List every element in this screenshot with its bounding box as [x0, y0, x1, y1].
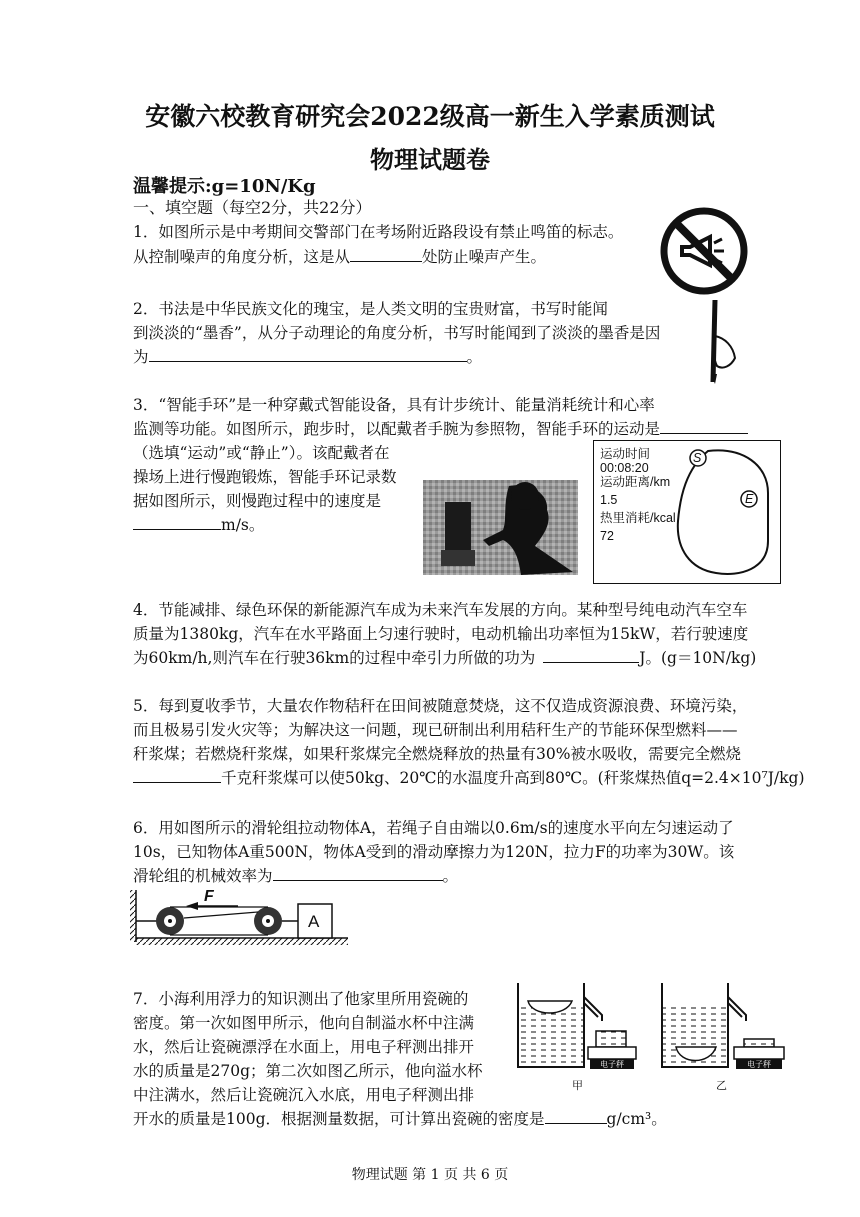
q3-line-1: 3．“智能手环”是一种穿戴式智能设备，具有计步统计、能量消耗统计和心率	[133, 396, 655, 414]
q6-answer-blank[interactable]	[273, 866, 443, 881]
panel-time-value: 00:08:20	[600, 461, 649, 475]
q4-text-a: 为60km/h,则汽车在行驶36km的过程中牵引力所做的功为	[133, 649, 536, 667]
panel-time-label: 运动时间	[600, 447, 651, 461]
panel-heat-label: 热里消耗/kcal	[600, 511, 676, 525]
running-track-icon	[668, 445, 778, 579]
q7-answer-blank[interactable]	[545, 1109, 607, 1124]
q1-text-b: 处防止噪声产生。	[422, 248, 547, 266]
scale-label-a: 电子秤	[600, 1060, 624, 1069]
q1-line-2	[133, 245, 546, 267]
track-start-mark: S	[693, 451, 702, 465]
panel-dist-value: 1.5	[600, 493, 618, 507]
q3-answer-blank-1[interactable]	[660, 419, 748, 434]
q4-answer-blank[interactable]	[543, 648, 639, 663]
page-title: 安徽六校教育研究会2022级高一新生入学素质测试	[145, 102, 715, 131]
calligraphy-brush-icon	[695, 296, 743, 386]
q5-line-2: 而且极易引发火灾等；为解决这一问题，现已研制出利用秸秆生产的节能环保型燃料——	[133, 721, 738, 739]
q6-line-1: 6．用如图所示的滑轮组拉动物体A，若绳子自由端以0.6m/s的速度水平向左匀速运动了	[133, 819, 734, 837]
smart-band-panel	[593, 440, 781, 584]
q5-line-3: 秆浆煤；若燃烧秆浆煤，如果秆浆煤完全燃烧释放的热量有30%被水吸收，需要完全燃烧	[133, 745, 741, 763]
q5-line-1: 5．每到夏收季节，大量农作物秸秆在田间被随意焚烧，这不仅造成资源浪费、环境污染，	[133, 697, 748, 715]
q7-line-3: 水，然后让瓷碗漂浮在水面上，用电子秤测出排开	[133, 1038, 475, 1056]
overflow-cup-diagram	[510, 975, 810, 1095]
block-label: A	[308, 912, 320, 931]
q1-line-1: 1．如图所示是中考期间交警部门在考场附近路段设有禁止鸣笛的标志。	[133, 223, 624, 241]
no-horn-sign-icon	[660, 207, 748, 295]
q7-text-a: 开水的质量是100g．根据测量数据，可计算出瓷碗的密度是	[133, 1110, 545, 1128]
page-footer: 物理试题 第 1 页 共 6 页	[351, 1167, 509, 1183]
q2-line-3	[133, 345, 482, 367]
runner-photo	[423, 480, 578, 575]
hint-text: 温馨提示:g=10N/Kg	[133, 176, 316, 197]
scale-label-b: 电子秤	[747, 1060, 771, 1069]
q1-text-a: 从控制噪声的角度分析，这是从	[133, 248, 351, 266]
q4-text-b: J。(g＝10N/kg)	[639, 649, 757, 667]
q7-line-5: 中注满水，然后让瓷碗沉入水底，用电子秤测出排	[133, 1086, 475, 1104]
pulley-system-diagram	[128, 888, 353, 950]
q3-line-4: 操场上进行慢跑锻炼，智能手环记录数	[133, 468, 397, 486]
q2-answer-blank[interactable]	[149, 347, 467, 362]
q3-line-5: 据如图所示，则慢跑过程中的速度是	[133, 492, 382, 510]
q3-unit: m/s。	[221, 516, 265, 534]
q7-text-b: g/cm³。	[606, 1110, 667, 1128]
q6-line-2: 10s，已知物体A重500N，物体A受到的滑动摩擦力为120N，拉力F的功率为30W。该	[133, 843, 735, 861]
q5-text: 千克秆浆煤可以使50kg、20℃的水温度升高到80℃。(秆浆煤热值q=2.4×10⁷J/kg)	[221, 769, 805, 787]
q7-line-1: 7．小海利用浮力的知识测出了他家里所用瓷碗的	[133, 990, 469, 1008]
q6-text-b: 。	[442, 867, 459, 885]
q3-line-3: （选填“运动”或“静止”）。该配戴者在	[133, 444, 390, 462]
q2-text-b: 。	[466, 348, 483, 366]
q4-line-3	[133, 646, 756, 668]
q6-line-3	[133, 864, 458, 886]
track-end-mark: E	[745, 492, 754, 506]
q6-text-a: 滑轮组的机械效率为	[133, 867, 273, 885]
q3-line-6	[133, 513, 264, 535]
q2-text-a: 为	[133, 348, 149, 366]
q4-line-2: 质量为1380kg，汽车在水平路面上匀速行驶时，电动机输出功率恒为15kW，若行驶速度	[133, 625, 749, 643]
q7-line-2: 密度。第一次如图甲所示，他向自制溢水杯中注满	[133, 1014, 475, 1032]
section-heading: 一、填空题（每空2分，共22分）	[133, 198, 372, 217]
q3-line-2	[133, 417, 748, 439]
q7-line-4: 水的质量是270g；第二次如图乙所示，他向溢水杯	[133, 1062, 483, 1080]
panel-dist-label: 运动距离/km	[600, 475, 671, 489]
page-subtitle: 物理试题卷	[370, 145, 490, 174]
panel-heat-value: 72	[600, 529, 614, 543]
q7-line-6	[133, 1107, 667, 1129]
q5-answer-blank[interactable]	[133, 768, 221, 783]
figure-a-label: 甲	[572, 1080, 583, 1092]
q3-text: 监测等功能。如图所示，跑步时，以配戴者手腕为参照物，智能手环的运动是	[133, 420, 661, 438]
q2-line-1: 2．书法是中华民族文化的瑰宝，是人类文明的宝贵财富，书写时能闻	[133, 300, 608, 318]
q4-line-1: 4．节能减排、绿色环保的新能源汽车成为未来汽车发展的方向。某种型号纯电动汽车空车	[133, 601, 748, 619]
q2-line-2: 到淡淡的“墨香”，从分子动理论的角度分析，书写时能闻到了淡淡的墨香是因	[133, 324, 661, 342]
force-label: F	[204, 888, 214, 905]
figure-b-label: 乙	[716, 1080, 727, 1092]
q5-line-4	[133, 766, 805, 788]
q3-answer-blank-2[interactable]	[133, 515, 221, 530]
q1-answer-blank[interactable]	[350, 247, 422, 262]
